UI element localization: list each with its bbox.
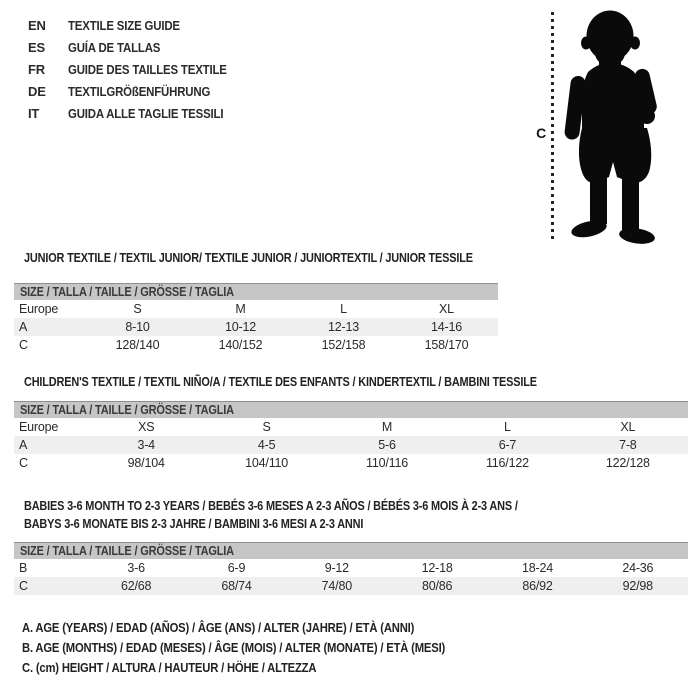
- size-header-label: SIZE / TALLA / TAILLE / GRÖSSE / TAGLIA: [20, 544, 234, 558]
- footnote-a: [22, 618, 492, 638]
- table-row: [14, 300, 498, 318]
- size-cell: 7-8: [619, 438, 637, 452]
- size-cell: 128/140: [115, 338, 160, 352]
- size-cell: 4-5: [257, 438, 276, 452]
- footnote-b: [22, 638, 492, 658]
- size-cell: L: [504, 420, 511, 434]
- table-row: [14, 436, 688, 454]
- row-label: A: [19, 438, 28, 452]
- toddler-silhouette-icon: [562, 10, 664, 244]
- size-cell: 110/116: [366, 456, 408, 470]
- footnote-b-text: B. AGE (MONTHS) / EDAD (MESES) / ÂGE (MOIS) / ALTER (MONATE) / ETÀ (MESI): [22, 641, 446, 655]
- size-cell: 98/104: [127, 456, 165, 470]
- size-cell: 116/122: [485, 456, 529, 470]
- babies-table-title-line1: BABIES 3-6 MONTH TO 2-3 YEARS / BEBÉS 3-6 MESES A 2-3 AÑOS / BÉBÉS 3-6 MOIS À 2-3 ANS /: [24, 498, 518, 513]
- language-row-fr: [28, 58, 248, 80]
- size-cell: 5-6: [378, 438, 396, 452]
- row-label: Europe: [19, 302, 59, 316]
- lang-code: IT: [28, 105, 40, 121]
- language-row-de: [28, 80, 248, 102]
- row-label: C: [19, 338, 28, 352]
- babies-size-table: [14, 542, 688, 595]
- size-cell: XL: [620, 420, 636, 434]
- size-cell: 8-10: [125, 320, 150, 334]
- table-row: [14, 418, 688, 436]
- size-cell: 74/80: [321, 579, 352, 593]
- size-cell: 152/158: [321, 338, 366, 352]
- lang-code: FR: [28, 61, 45, 77]
- size-cell: 12-13: [328, 320, 359, 334]
- lang-label: GUÍA DE TALLAS: [68, 39, 161, 55]
- size-cell: 3-6: [127, 561, 145, 575]
- footnotes: [22, 618, 492, 678]
- table-row: [14, 559, 688, 577]
- size-cell: L: [340, 302, 347, 316]
- size-cell: 140/152: [218, 338, 263, 352]
- lang-label: GUIDA ALLE TAGLIE TESSILI: [68, 105, 224, 121]
- size-cell: M: [381, 420, 393, 434]
- junior-size-table: [14, 283, 498, 354]
- language-list: [28, 14, 248, 124]
- row-label: B: [19, 561, 28, 575]
- language-row-it: [28, 102, 248, 124]
- size-cell: 86/92: [522, 579, 553, 593]
- lang-code: DE: [28, 83, 46, 99]
- size-cell: XS: [138, 420, 155, 434]
- lang-code: EN: [28, 17, 46, 33]
- row-label: Europe: [19, 420, 59, 434]
- lang-code: ES: [28, 39, 45, 55]
- size-cell: 6-9: [227, 561, 246, 575]
- size-cell: 10-12: [225, 320, 256, 334]
- size-cell: 24-36: [622, 561, 654, 575]
- table-row: [14, 318, 498, 336]
- size-cell: 9-12: [324, 561, 349, 575]
- lang-label: GUIDE DES TAILLES TEXTILE: [68, 61, 227, 77]
- size-header-bar: [14, 542, 688, 559]
- measure-c-label: C: [536, 125, 546, 141]
- size-header-label: SIZE / TALLA / TAILLE / GRÖSSE / TAGLIA: [20, 285, 234, 299]
- size-cell: 158/170: [424, 338, 469, 352]
- size-cell: S: [262, 420, 271, 434]
- row-label: A: [19, 320, 28, 334]
- size-cell: 80/86: [422, 579, 453, 593]
- language-row-es: [28, 36, 248, 58]
- size-cell: XL: [439, 302, 454, 316]
- size-cell: 104/110: [245, 456, 289, 470]
- row-label: C: [19, 579, 28, 593]
- size-cell: 68/74: [221, 579, 252, 593]
- size-cell: 122/128: [605, 456, 650, 470]
- footnote-c-text: C. (cm) HEIGHT / ALTURA / HAUTEUR / HÖHE / ALTEZZA: [22, 661, 317, 675]
- table-row: [14, 577, 688, 595]
- junior-table-title: [24, 249, 558, 267]
- junior-table-title-text: JUNIOR TEXTILE / TEXTIL JUNIOR/ TEXTILE JUNIOR / JUNIORTEXTIL / JUNIOR TESSILE: [24, 250, 473, 265]
- size-header-label: SIZE / TALLA / TAILLE / GRÖSSE / TAGLIA: [20, 403, 234, 417]
- size-cell: 62/68: [121, 579, 152, 593]
- size-cell: 12-18: [421, 561, 453, 575]
- babies-table-title: [24, 497, 612, 533]
- size-cell: 18-24: [521, 561, 553, 575]
- size-cell: 92/98: [622, 579, 653, 593]
- size-cell: M: [235, 302, 246, 316]
- babies-table-title-line2: BABYS 3-6 MONATE BIS 2-3 JAHRE / BAMBINI 3-6 MESI A 2-3 ANNI: [24, 516, 364, 531]
- lang-label: TEXTILE SIZE GUIDE: [68, 17, 180, 33]
- children-size-table: [14, 401, 688, 472]
- size-header-bar: [14, 283, 498, 300]
- height-measure-dotted-line: [551, 12, 554, 243]
- lang-label: TEXTILGRÖßENFÜHRUNG: [68, 83, 211, 99]
- size-cell: 3-4: [137, 438, 155, 452]
- row-label: C: [19, 456, 28, 470]
- size-cell: S: [133, 302, 142, 316]
- footnote-c: [22, 658, 492, 678]
- children-table-title: [24, 373, 635, 391]
- size-header-bar: [14, 401, 688, 418]
- size-cell: 6-7: [498, 438, 517, 452]
- language-row-en: [28, 14, 248, 36]
- size-cell: 14-16: [431, 320, 462, 334]
- table-row: [14, 336, 498, 354]
- table-row: [14, 454, 688, 472]
- footnote-a-text: A. AGE (YEARS) / EDAD (AÑOS) / ÂGE (ANS) / ALTER (JAHRE) / ETÀ (ANNI): [22, 621, 415, 635]
- children-table-title-text: CHILDREN'S TEXTILE / TEXTIL NIÑO/A / TEXTILE DES ENFANTS / KINDERTEXTIL / BAMBINI TESSILE: [24, 374, 537, 389]
